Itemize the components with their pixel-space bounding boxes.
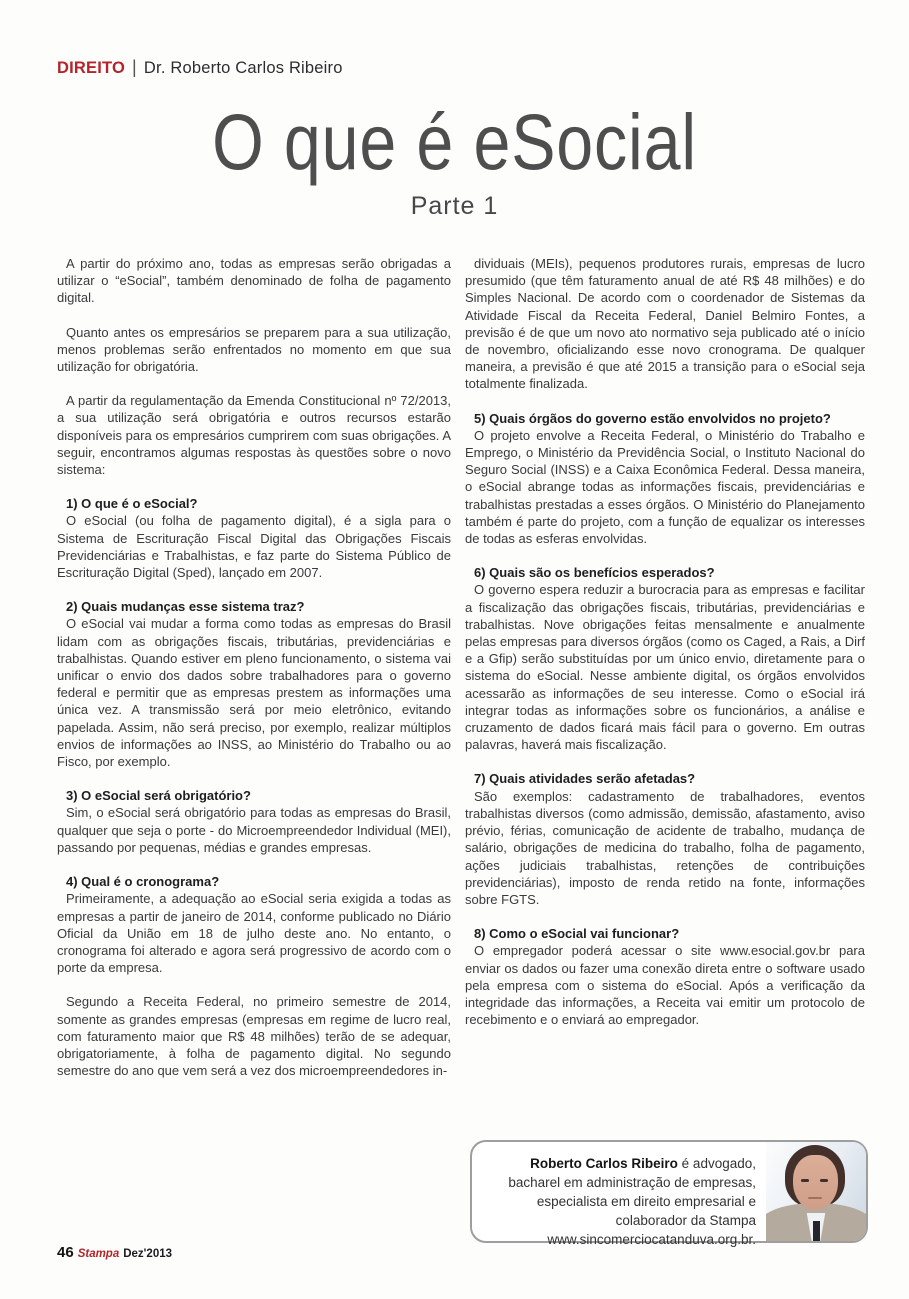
- paragraph: Primeiramente, a adequação ao eSocial seria exigida a todas as empresas a partir de janeiro de 2014, conforme publicado no Diário Oficial da União em 18 de julho deste ano. No entanto, o cronograma foi alterado e agora será progressivo de acordo com o porte da empresa.: [57, 891, 451, 976]
- paragraph: O eSocial vai mudar a forma como todas as empresas do Brasil lidam com as obrigações fiscais, tributárias, previdenciárias e trabalhistas. Quando estiver em pleno funcionamento, o sistema vai unificar o envio dos dados sobre trabalhadores para o governo federal e permitir que as empresas prestem as informações uma única vez. A transmissão será por meio eletrônico, evitando papelada. Assim, não será preciso, por exemplo, realizar múltiplos envios de informações ao INSS, ao Ministério do Trabalho ou ao Fisco, por exemplo.: [57, 616, 451, 770]
- question-heading: 2) Quais mudanças esse sistema traz?: [66, 599, 305, 615]
- author-name: Roberto Carlos Ribeiro: [530, 1156, 678, 1171]
- issue-date: Dez'2013: [123, 1248, 173, 1260]
- question-heading: 8) Como o eSocial vai funcionar?: [474, 926, 680, 942]
- paragraph: A partir do próximo ano, todas as empresas serão obrigadas a utilizar o “eSocial”, também denominado de folha de pagamento digital.: [57, 256, 451, 306]
- photo-mouth: [808, 1197, 822, 1199]
- question-heading: 7) Quais atividades serão afetadas?: [474, 771, 696, 787]
- section-header: [57, 57, 343, 78]
- question-heading: 5) Quais órgãos do governo estão envolvidos no projeto?: [474, 410, 831, 426]
- photo-tie-shape: [813, 1221, 820, 1241]
- page-subtitle: Parte 1: [410, 192, 499, 220]
- magazine-name: Stampa: [77, 1248, 120, 1260]
- page-footer: [57, 1244, 172, 1261]
- question-heading: 6) Quais são os benefícios esperados?: [474, 565, 715, 581]
- title-block: [0, 96, 909, 188]
- paragraph: Quanto antes os empresários se preparem para a sua utilização, menos problemas serão enfrentados no momento em que sua utilização for obrigatória.: [57, 324, 451, 375]
- paragraph: A partir da regulamentação da Emenda Constitucional nº 72/2013, a sua utilização será obrigatória e outros recursos estarão disponíveis para os empresários cumprirem com suas obrigações. A seguir, encontramos algumas respostas às questões sobre o novo sistema:: [57, 393, 451, 478]
- article-column-right: [465, 255, 865, 1079]
- page-number: 46: [57, 1244, 74, 1261]
- header-author-name: Dr. Roberto Carlos Ribeiro: [143, 59, 343, 77]
- paragraph: São exemplos: cadastramento de trabalhadores, eventos trabalhistas diversos (como admissão, demissão, afastamento, aviso prévio, férias, comunicação de acidente de trabalho, mudança de salário, obrigações de medicina do trabalho, folha de pagamento, ações judiciais trabalhistas, retenções de contribuições previdenciárias), imposto de renda retido na fonte, informações sobre FGTS.: [465, 788, 865, 907]
- photo-eye-right: [820, 1179, 828, 1182]
- author-bio-box: [470, 1140, 868, 1247]
- article-column-left: [57, 255, 451, 1079]
- paragraph: O projeto envolve a Receita Federal, o Ministério do Trabalho e Emprego, o Ministério da Previdência Social, o Instituto Nacional do Seguro Social (INSS) e a Caixa Econômica Federal. Dessa maneira, o eSocial abrange todas as informações fiscais, previdenciárias e trabalhistas prestadas a esses órgãos. O Ministério do Planejamento também é parte do projeto, com a função de equalizar os interesses de todas as esferas envolvidas.: [465, 427, 865, 547]
- page-title: O que é eSocial: [212, 97, 697, 186]
- paragraph: O eSocial (ou folha de pagamento digital), é a sigla para o Sistema de Escrituração Fiscal Digital das Obrigações Fiscais Previdenciárias e Trabalhistas, e faz parte do Sistema Público de Escrituração Digital (Sped), lançado em 2007.: [57, 513, 451, 581]
- paragraph: Segundo a Receita Federal, no primeiro semestre de 2014, somente as grandes empresas (empresas em regime de lucro real, com faturamento maior que R$ 48 milhões) terão de se adequar, obrigatoriamente, à folha de pagamento digital. No segundo semestre do ano que vem será a vez dos microempreendedores in-: [57, 994, 451, 1079]
- paragraph: O governo espera reduzir a burocracia para as empresas e facilitar a fiscalização das obrigações fiscais, tributárias, previdenciárias e trabalhistas. Nove obrigações feitas mensalmente e anualmente pelas empresas para diversos órgãos (como os Caged, a Rais, a Dirf e a Gfip) serão substituídas por um único envio, diretamente para o sistema do eSocial. Nesse ambiente digital, os órgãos envolvidos acessarão as informações de seu interesse. Como o eSocial irá integrar todas as informações sobre os funcionários, a análise e cruzamento de dados ficará mais fácil para o governo. Em outras palavras, haverá mais fiscalização.: [465, 582, 865, 753]
- article-body: [57, 255, 865, 1079]
- paragraph: Sim, o eSocial será obrigatório para todas as empresas do Brasil, qualquer que seja o porte - do Microempreendedor Individual (MEI), passando por pequenas, médias e grandes empresas.: [57, 805, 451, 855]
- paragraph: O empregador poderá acessar o site www.esocial.gov.br para enviar os dados ou fazer uma conexão direta entre o software usado pela empresa com o sistema do eSocial. Após a verificação da integridade das informações, a Receita vai emitir um protocolo de recebimento e o enviará ao empregador.: [465, 943, 865, 1028]
- photo-face-shape: [793, 1155, 838, 1210]
- question-heading: 4) Qual é o cronograma?: [66, 874, 220, 890]
- header-separator: |: [132, 57, 137, 77]
- question-heading: 3) O eSocial será obrigatório?: [66, 788, 251, 804]
- paragraph: dividuais (MEIs), pequenos produtores rurais, empresas de lucro presumido (que têm faturamento anual de até R$ 48 milhões) e do Simples Nacional. De acordo com o coordenador de Sistemas da Atividade Fiscal da Receita Federal, Daniel Belmiro Fontes, a previsão é de que um novo ato normativo seja publicado até o início de novembro, oficializando esse novo cronograma. De qualquer maneira, a previsão é que até 2015 a transição para o eSocial seja totalmente finalizada.: [465, 256, 865, 392]
- author-bio-text: [472, 1142, 766, 1247]
- author-bio-description: é advogado, bacharel em administração de empresas, especialista em direito empresarial e colaborador da Stampa www.sincomerciocatanduva.org.br.: [508, 1156, 756, 1247]
- author-photo: [766, 1142, 866, 1241]
- photo-eye-left: [801, 1179, 809, 1182]
- section-label: DIREITO: [57, 59, 126, 77]
- question-heading: 1) O que é o eSocial?: [66, 496, 198, 512]
